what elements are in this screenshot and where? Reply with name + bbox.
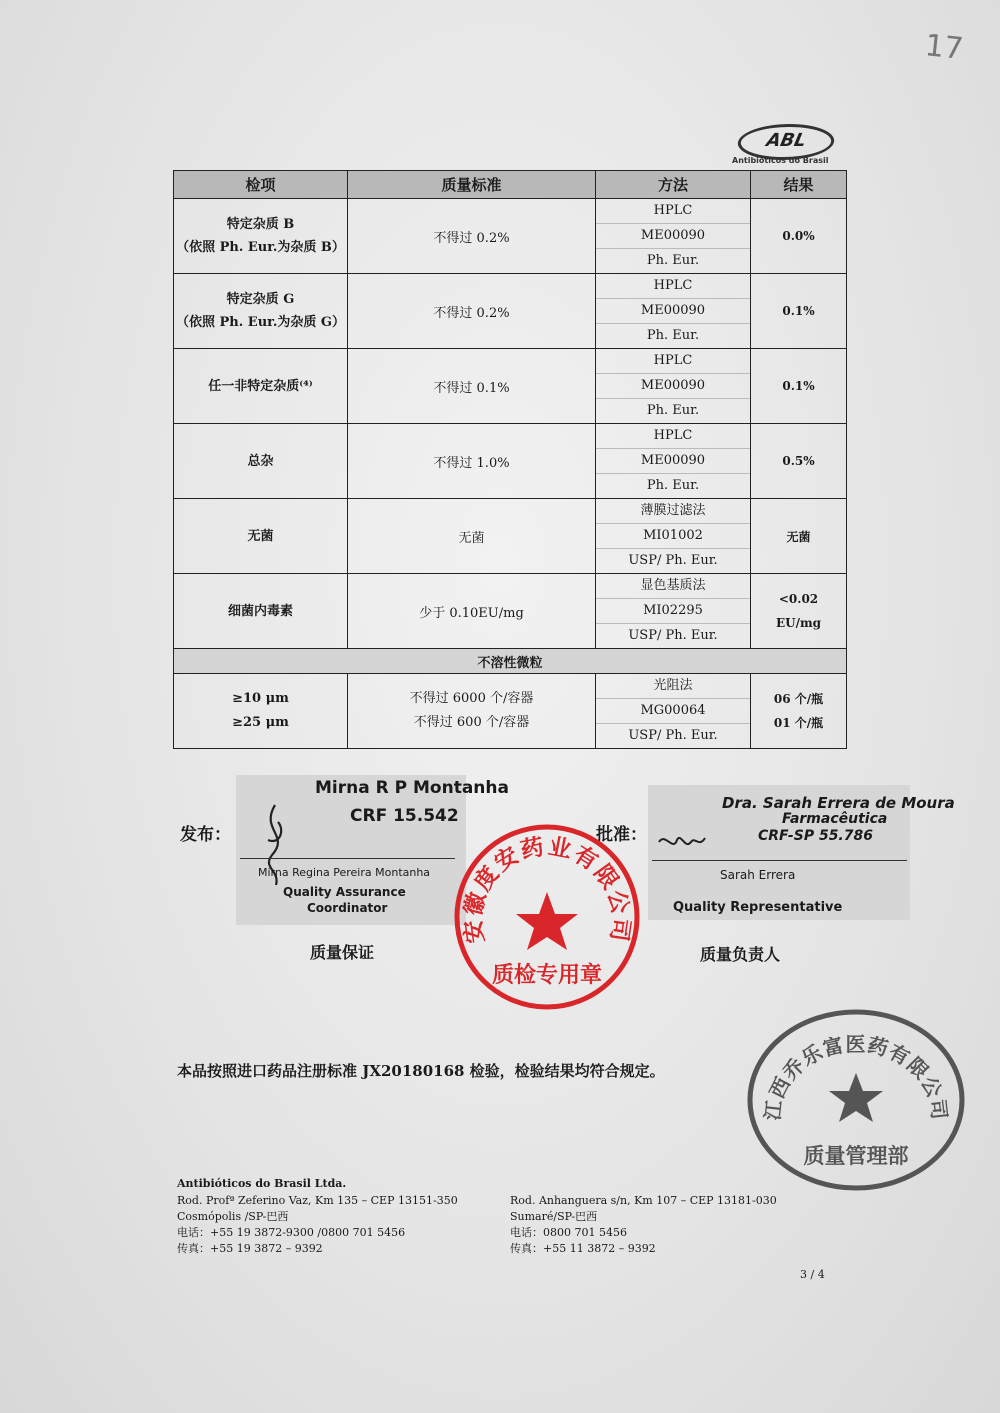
standard-cell: 无菌 (348, 499, 596, 574)
grey-seal-ring-text: 江西乔乐富医药有限公司 (760, 1031, 952, 1122)
star-icon (829, 1073, 883, 1122)
item-line: 特定杂质 B (226, 217, 295, 232)
left-full-name: Mirna Regina Pereira Montanha (258, 866, 431, 879)
section-label: 不溶性微粒 (174, 649, 847, 674)
footer-left-address (177, 1193, 458, 1257)
address-line: 电话：0800 701 5456 (510, 1226, 627, 1239)
address-line: Rod. Profª Zeferino Vaz, Km 135 – CEP 13151-350 (177, 1194, 458, 1207)
red-seal-center-text: 质检专用章 (491, 963, 603, 988)
method-cell (596, 574, 751, 649)
method-line: MG00064 (596, 699, 750, 724)
grey-company-seal (745, 1005, 967, 1195)
left-stamp-name: Mirna R P Montanha (315, 778, 509, 798)
address-line: Sumaré/SP-巴西 (510, 1210, 598, 1223)
right-stamp-title: Farmacêutica (782, 811, 888, 827)
header-item: 检项 (174, 171, 348, 199)
result-cell: 0.1% (751, 274, 847, 349)
item-cell: 总杂 (174, 424, 348, 499)
standard-cell: 少于 0.10EU/mg (348, 574, 596, 649)
table-row (174, 499, 847, 574)
standard-cell: 不得过 0.1% (348, 349, 596, 424)
method-line: USP/ Ph. Eur. (628, 728, 718, 743)
method-cell (596, 199, 751, 274)
method-line: Ph. Eur. (646, 328, 700, 343)
method-line: ME00090 (596, 224, 750, 249)
right-stamp-name: Dra. Sarah Errera de Moura (722, 794, 955, 812)
abl-logo-mark: ABL (734, 124, 838, 160)
method-line: 光阻法 (596, 674, 750, 699)
table-row (174, 349, 847, 424)
standard-cell (348, 674, 596, 749)
result-cell: 0.5% (751, 424, 847, 499)
address-line: 电话：+55 19 3872-9300 /0800 701 5456 (177, 1226, 406, 1239)
method-line: USP/ Ph. Eur. (628, 553, 718, 568)
method-line: 显色基质法 (596, 574, 750, 599)
footer-company: Antibióticos do Brasil Ltda. (177, 1177, 347, 1190)
right-role: Quality Representative (673, 900, 843, 915)
left-role-line-1: Quality Assurance (283, 885, 406, 899)
method-line: Ph. Eur. (646, 253, 700, 268)
issued-label: 发布： (180, 825, 231, 845)
right-role-chinese: 质量负责人 (700, 945, 781, 964)
left-stamp-crf: CRF 15.542 (350, 806, 459, 826)
method-line: HPLC (596, 349, 750, 374)
item-line: 特定杂质 G (226, 292, 295, 307)
method-line: HPLC (596, 424, 750, 449)
left-signature-line (240, 858, 455, 859)
left-role-chinese: 质量保证 (310, 943, 375, 962)
result-cell (751, 574, 847, 649)
standard-line: 不得过 6000 个/容器 (409, 691, 534, 706)
result-cell: 0.1% (751, 349, 847, 424)
result-cell (751, 674, 847, 749)
item-cell (174, 199, 348, 274)
result-line: 01 个/瓶 (773, 716, 824, 730)
item-line: （依照 Ph. Eur.为杂质 G） (176, 315, 345, 330)
red-seal-ring-text: 安徽度安药业有限公司 (460, 833, 634, 945)
address-line: 传真：+55 11 3872 – 9392 (510, 1242, 656, 1255)
footer-right-address (510, 1193, 777, 1257)
method-line: Ph. Eur. (646, 403, 700, 418)
method-cell (596, 424, 751, 499)
method-cell (596, 349, 751, 424)
method-line: ME00090 (596, 299, 750, 324)
section-row (174, 649, 847, 674)
table-header-row (174, 171, 847, 199)
method-cell (596, 674, 751, 749)
star-icon (516, 892, 578, 950)
right-handwritten-signature (655, 828, 715, 858)
header-standard: 质量标准 (348, 171, 596, 199)
standard-cell: 不得过 0.2% (348, 199, 596, 274)
item-line: （依照 Ph. Eur.为杂质 B） (176, 240, 345, 255)
right-full-name: Sarah Errera (720, 868, 796, 882)
page-number: 3 / 4 (800, 1268, 825, 1281)
item-cell (174, 274, 348, 349)
abl-logo (730, 120, 845, 172)
abl-logo-subtitle: Antibióticos do Brasil (732, 156, 829, 165)
method-line: ME00090 (596, 374, 750, 399)
table-row (174, 274, 847, 349)
compliance-statement: 本品按照进口药品注册标准 JX20180168 检验，检验结果均符合规定。 (177, 1062, 665, 1080)
standard-line: 不得过 600 个/容器 (413, 715, 530, 730)
method-line: Ph. Eur. (646, 478, 700, 493)
address-line: 传真：+55 19 3872 – 9392 (177, 1242, 323, 1255)
left-role-line-2: Coordinator (307, 901, 388, 915)
table-row (174, 199, 847, 274)
method-line: HPLC (596, 274, 750, 299)
table-row (174, 674, 847, 749)
right-stamp-crf: CRF-SP 55.786 (758, 828, 873, 844)
standard-cell: 不得过 0.2% (348, 274, 596, 349)
item-cell: 细菌内毒素 (174, 574, 348, 649)
method-cell (596, 499, 751, 574)
handwritten-page-mark: 17 (923, 28, 965, 67)
header-method: 方法 (596, 171, 751, 199)
address-line: Cosmópolis /SP-巴西 (177, 1210, 289, 1223)
result-line: 06 个/瓶 (773, 692, 824, 706)
method-line: MI01002 (596, 524, 750, 549)
address-line: Rod. Anhanguera s/n, Km 107 – CEP 13181-030 (510, 1194, 777, 1207)
result-cell: 0.0% (751, 199, 847, 274)
standard-cell: 不得过 1.0% (348, 424, 596, 499)
item-line: ≥25 μm (232, 715, 289, 730)
table-row (174, 574, 847, 649)
method-line: HPLC (596, 199, 750, 224)
red-company-seal (452, 822, 642, 1012)
result-cell: 无菌 (751, 499, 847, 574)
table-row (174, 424, 847, 499)
grey-seal-center-text: 质量管理部 (803, 1144, 909, 1168)
item-cell: 任一非特定杂质⁽⁴⁾ (174, 349, 348, 424)
method-line: USP/ Ph. Eur. (628, 628, 718, 643)
right-signature-line (652, 860, 907, 861)
header-result: 结果 (751, 171, 847, 199)
result-line: EU/mg (775, 616, 822, 630)
item-cell (174, 674, 348, 749)
quality-results-table (173, 170, 847, 749)
method-cell (596, 274, 751, 349)
item-cell: 无菌 (174, 499, 348, 574)
approved-label: 批准： (596, 825, 647, 845)
result-line: <0.02 (778, 592, 819, 606)
method-line: MI02295 (596, 599, 750, 624)
method-line: 薄膜过滤法 (596, 499, 750, 524)
item-line: ≥10 μm (232, 691, 289, 706)
method-line: ME00090 (596, 449, 750, 474)
